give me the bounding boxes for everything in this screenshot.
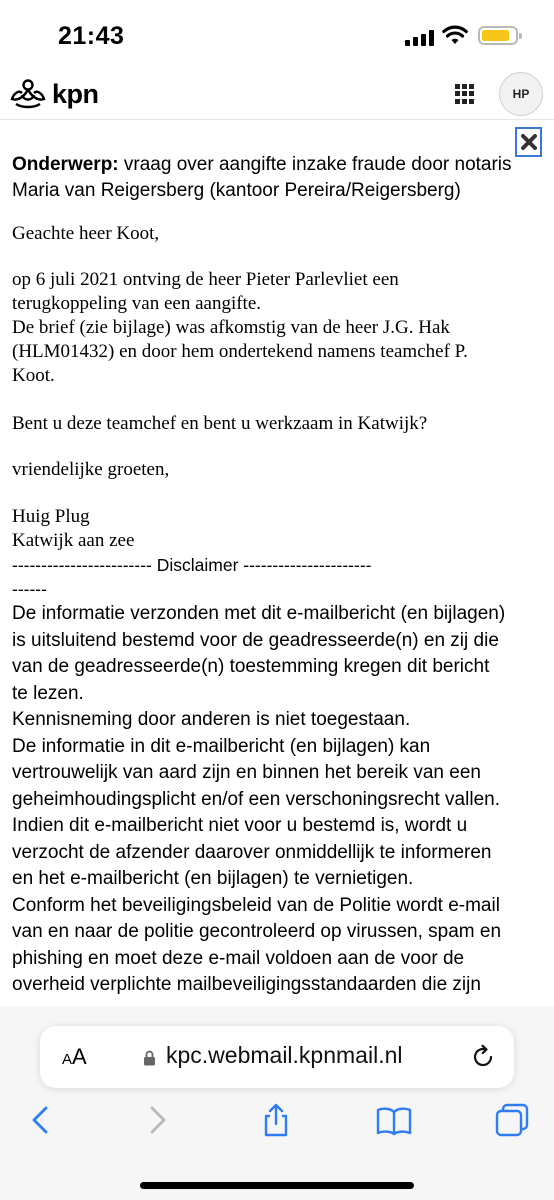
safari-tab-bar [0,1096,554,1156]
url-text: kpc.webmail.kpnmail.nl [166,1042,403,1068]
lock-icon [143,1050,156,1066]
body-line: Koot. [12,365,55,386]
back-icon[interactable] [22,1102,58,1138]
disclaimer-line: Indien dit e-mailbericht niet voor u bestemd is, wordt u [12,815,468,836]
clock: 21:43 [58,22,125,50]
signature-place: Katwijk aan zee [12,530,135,551]
text-size-big: A [72,1044,87,1069]
disclaimer-line: te lezen. [12,682,84,704]
question: Bent u deze teamchef en bent u werkzaam in Katwijk? [12,413,428,434]
logo-text: kpn [52,78,99,109]
disclaimer-line: De informatie in dit e-mailbericht (en bijlagen) kan [12,735,431,757]
disclaimer-line: verzocht de afzender daarover onmiddellijk te informeren [12,841,492,863]
disclaimer-line: phishing en moet deze e-mail voldoen aan de voor de [12,947,465,969]
body-line: terugkoppeling van een aangifte. [12,293,262,314]
address-bar[interactable] [40,1026,514,1088]
browser-toolbar [0,1006,554,1200]
bookmarks-icon[interactable] [376,1102,412,1138]
disclaimer-line: geheimhoudingsplicht en/of een verschoningsrecht vallen. [12,788,500,810]
subject-text: vraag over aangifte inzake fraude door notaris Maria van Reigersberg (kantoor Pereira/Reigersberg) [12,154,512,201]
disclaimer-line: De informatie verzonden met dit e-mailbericht (en bijlagen) [12,603,506,624]
reload-icon[interactable] [470,1044,496,1070]
disclaimer-line: van de geadresseerde(n) toestemming kregen dit bericht [12,656,490,677]
apps-grid-icon[interactable] [455,84,475,104]
text-size-small: A [62,1051,73,1068]
app-header [0,68,554,120]
message-body [12,152,547,999]
forward-icon[interactable] [140,1102,176,1138]
subject-label: Onderwerp: [12,154,119,175]
share-icon[interactable] [258,1102,294,1138]
closing: vriendelijke groeten, [12,459,170,480]
close-icon [520,133,538,151]
signature-name: Huig Plug [12,506,90,527]
tabs-icon[interactable] [494,1102,530,1138]
disclaimer-line: van en naar de politie gecontroleerd op virussen, spam en [12,921,502,942]
disclaimer-text [12,601,547,999]
wifi-icon [442,24,468,46]
cellular-signal-icon [405,30,435,46]
kpn-logo[interactable] [8,77,99,111]
disclaimer-line: vertrouwelijk van aard zijn en binnen het bereik van een [12,762,481,783]
disclaimer-line: Kennisneming door anderen is niet toegestaan. [12,709,411,730]
subject-line [12,152,547,204]
body-line: (HLM01432) en door hem ondertekend namens teamchef P. [12,341,468,362]
signature [12,505,547,553]
status-bar [0,0,554,68]
text-size-button[interactable] [62,1044,87,1070]
greeting: Geachte heer Koot, [12,223,160,244]
disclaimer-divider: ------------------------ Disclaimer ---------------------- [12,555,372,575]
home-indicator[interactable] [140,1182,414,1189]
avatar[interactable]: HP [499,72,543,116]
kpn-crown-icon [8,77,48,111]
disclaimer-line: en het e-mailbericht (en bijlagen) te vernietigen. [12,868,414,889]
body-line: op 6 juli 2021 ontving de heer Pieter Parlevliet een [12,269,399,290]
disclaimer-line: is uitsluitend bestemd voor de geadresseerde(n) en zij die [12,629,499,651]
disclaimer-divider-continued: ------ [12,579,47,599]
body-line: De brief (zie bijlage) was afkomstig van de heer J.G. Hak [12,317,450,338]
body-paragraph [12,268,547,388]
disclaimer-line: overheid verplichte mailbeveiligingsstandaarden die zijn [12,974,481,995]
battery-icon [478,26,518,45]
disclaimer-line: Conform het beveiligingsbeleid van de Politie wordt e-mail [12,894,500,916]
